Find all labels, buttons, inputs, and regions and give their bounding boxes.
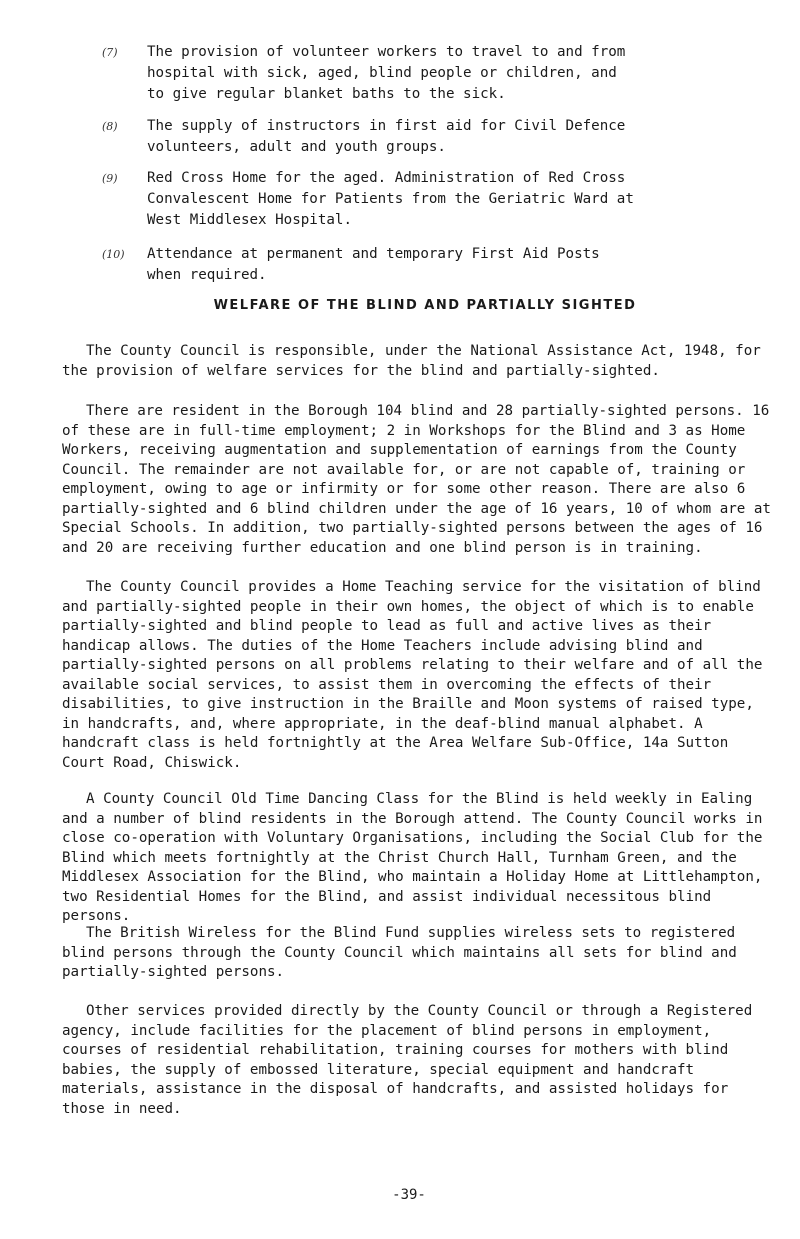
paragraph: A County Council Old Time Dancing Class for the Blind is held weekly in Ealing and a number of blind residents in the Borough attend. The County Council works in close co-operation with Voluntary Organisations, including the Social Club for the Blind which meets fortnightly at the Christ Church Hall, Turnham Green, and the Middlesex Association for the Blind, who maintain a Holiday Home at Littlehampton, two Residential Homes for the Blind, and assist individual necessitous blind persons. <box>62 791 763 924</box>
item-number: (10) <box>102 248 125 261</box>
paragraph: The British Wireless for the Blind Fund supplies wireless sets to registered blind persons through the County Council which maintains all sets for blind and partially-sighted persons. <box>62 925 737 980</box>
section-heading: WELFARE OF THE BLIND AND PARTIALLY SIGHTED <box>213 298 637 313</box>
item-number: (9) <box>102 172 118 185</box>
paragraph: The County Council is responsible, under the National Assistance Act, 1948, for the provision of welfare services for the blind and partially-sighted. <box>62 343 761 379</box>
item-text: Red Cross Home for the aged. Administration of Red Cross Convalescent Home for Patients from the Geriatric Ward at West Middlesex Hospital. <box>147 170 634 228</box>
item-number: (8) <box>102 120 118 133</box>
item-text: Attendance at permanent and temporary First Aid Posts when required. <box>147 246 600 283</box>
page-number: -39- <box>392 1187 426 1203</box>
paragraph: There are resident in the Borough 104 blind and 28 partially-sighted persons. 16 of these are in full-time employment; 2 in Workshops for the Blind and 3 as Home Workers, receiving augmentation and supplementation of earnings from the County Council. The remainder are not available for, or are not capable of, training or employment, owing to age or infirmity or for some other reason. There are also 6 partially-sighted and 6 blind children under the age of 16 years, 10 of whom are at Special Schools. In addition, two partially-sighted persons between the ages of 16 and 20 are receiving further education and one blind person is in training. <box>62 403 771 556</box>
paragraph: The County Council provides a Home Teaching service for the visitation of blind and partially-sighted people in their own homes, the object of which is to enable partially-sighted and blind people to lead as full and active lives as their handicap allows. The duties of the Home Teachers include advising blind and partially-sighted persons on all problems relating to their welfare and of all the available social services, to assist them in overcoming the effects of their disabilities, to give instruction in the Braille and Moon systems of raised type, in handcrafts, and, where appropriate, in the deaf-blind manual alphabet. A handcraft class is held fortnightly at the Area Welfare Sub-Office, 14a Sutton Court Road, Chiswick. <box>62 579 763 771</box>
item-number: (7) <box>102 46 118 59</box>
item-text: The provision of volunteer workers to travel to and from hospital with sick, aged, blind people or children, and to give regular blanket baths to the sick. <box>147 44 626 102</box>
item-text: The supply of instructors in first aid for Civil Defence volunteers, adult and youth groups. <box>147 118 626 155</box>
paragraph: Other services provided directly by the County Council or through a Registered agency, include facilities for the placement of blind persons in employment, courses of residential rehabilitation, training courses for mothers with blind babies, the supply of embossed literature, special equipment and handcraft materials, assistance in the disposal of handcrafts, and assisted holidays for those in need. <box>62 1003 753 1117</box>
